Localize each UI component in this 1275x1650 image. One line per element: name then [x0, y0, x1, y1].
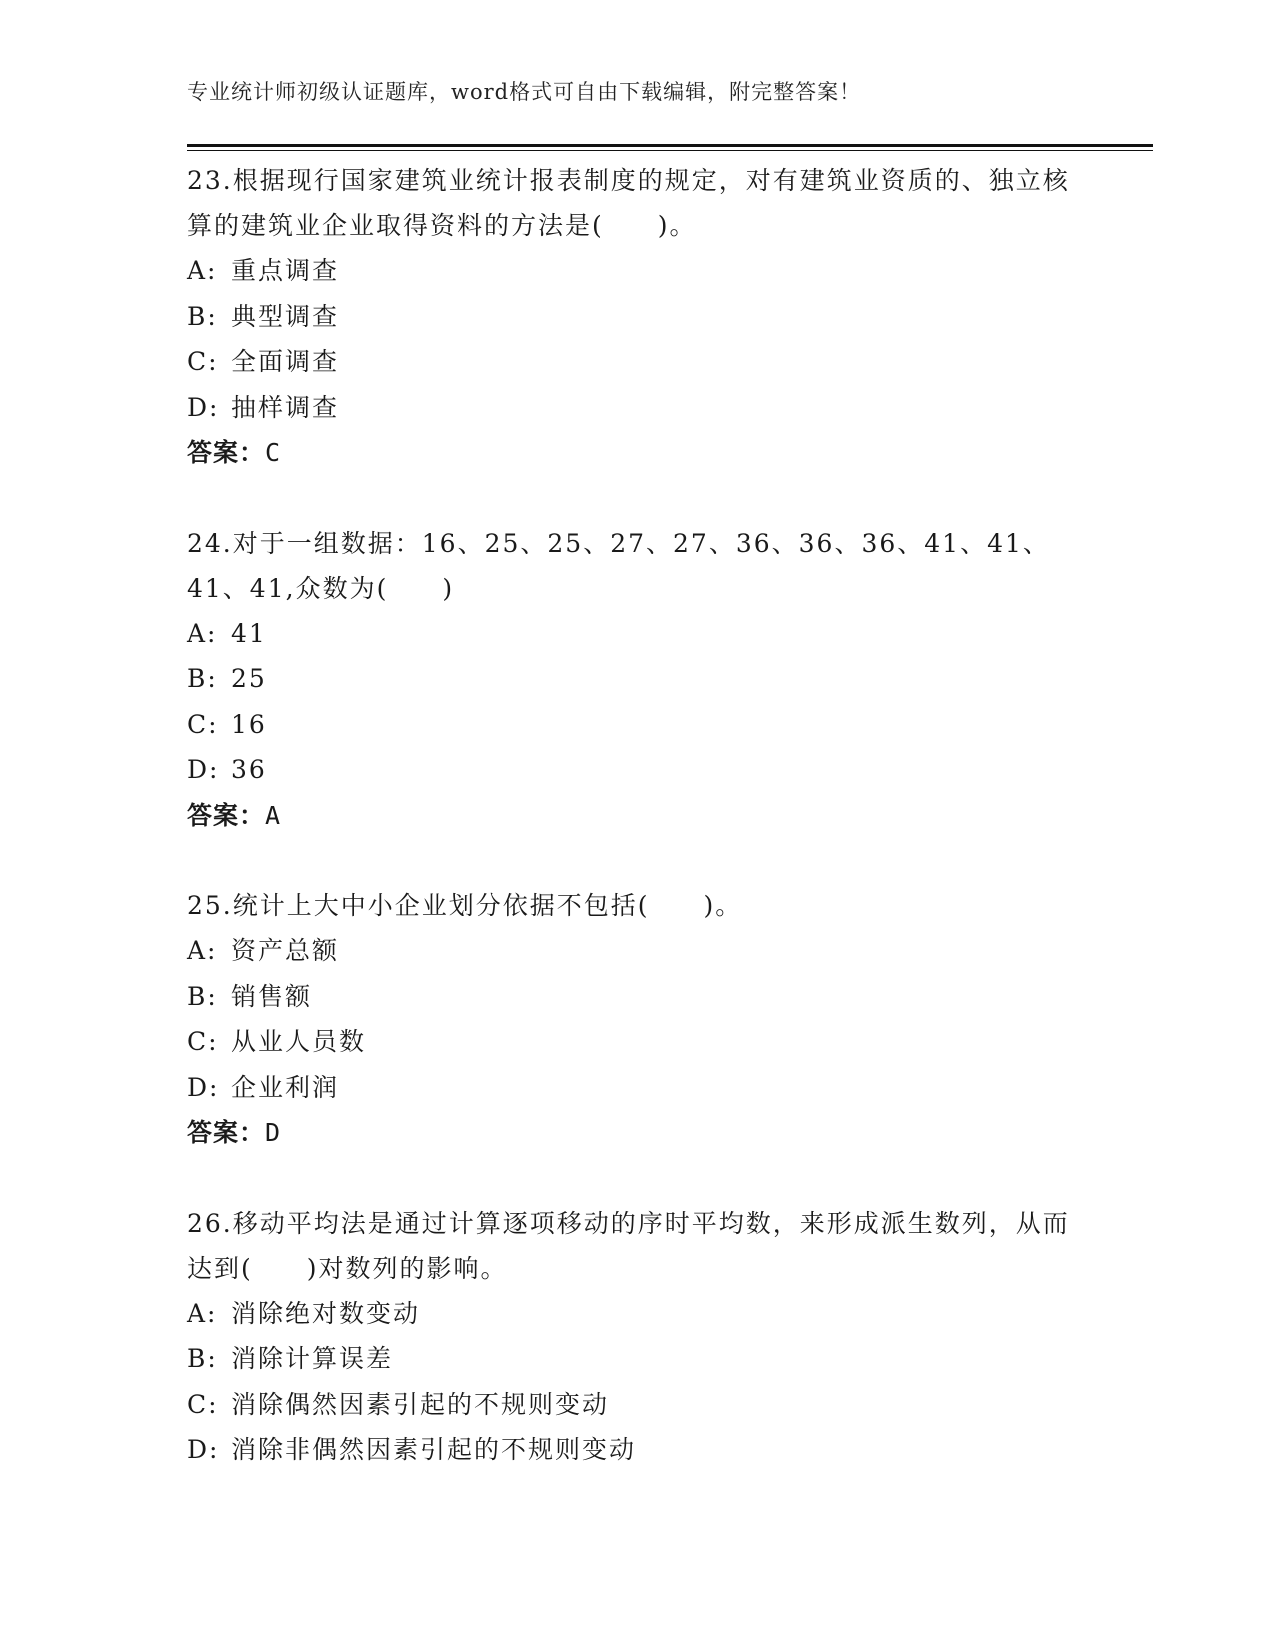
option-text: 抽样调查: [231, 392, 340, 422]
option-text: 36: [231, 755, 267, 784]
option-c: [187, 339, 1087, 385]
option-key: C:: [187, 347, 219, 376]
question-text: 25.统计上大中小企业划分依据不包括( )。: [187, 891, 743, 920]
option-key: A:: [187, 936, 218, 965]
option-key: D:: [187, 1435, 220, 1464]
option-key: A:: [187, 618, 218, 648]
option-text: 资产总额: [231, 936, 340, 965]
option-text: 消除计算误差: [231, 1344, 394, 1373]
option-a: [187, 248, 1087, 294]
question-gap: [187, 1156, 1087, 1201]
option-text: 企业利润: [231, 1072, 340, 1102]
question-26: [187, 1201, 1087, 1473]
option-key: A:: [187, 1298, 218, 1328]
option-text: 消除绝对数变动: [231, 1298, 421, 1328]
option-b: [187, 1336, 1087, 1382]
answer-value: C: [265, 438, 281, 467]
answer-line: [187, 793, 1087, 839]
answer-label: 答案：: [187, 1118, 266, 1147]
option-a: [187, 928, 1087, 974]
option-b: [187, 974, 1087, 1020]
question-gap: [187, 476, 1087, 521]
header-rule-thin: [187, 150, 1153, 151]
option-d: [187, 747, 1087, 793]
question-23: [187, 158, 1087, 476]
option-text: 41: [231, 618, 267, 648]
option-key: B:: [187, 1344, 218, 1373]
option-d: [187, 1065, 1087, 1111]
question-text: 23.根据现行国家建筑业统计报表制度的规定，对有建筑业资质的、独立核算的建筑业企业取得资料的方法是( )。: [187, 166, 1070, 240]
question-list: [187, 158, 1087, 1473]
option-b: [187, 294, 1087, 340]
option-key: D:: [187, 392, 220, 422]
option-key: B:: [187, 981, 218, 1011]
option-text: 25: [231, 664, 267, 693]
question-text: 24.对于一组数据：16、25、25、27、27、36、36、36、41、41、41、41,众数为( ): [187, 528, 1050, 603]
question-text: 26.移动平均法是通过计算逐项移动的序时平均数，来形成派生数列，从而达到( )对数列的影响。: [187, 1208, 1070, 1283]
option-d: [187, 1427, 1087, 1473]
option-text: 从业人员数: [231, 1027, 367, 1056]
option-key: C:: [187, 1027, 219, 1056]
option-b: [187, 656, 1087, 702]
option-key: C:: [187, 709, 219, 739]
answer-line: [187, 1110, 1087, 1156]
option-key: D:: [187, 755, 220, 784]
option-c: [187, 1019, 1087, 1065]
option-key: C:: [187, 1389, 219, 1419]
option-text: 16: [231, 709, 267, 739]
answer-value: D: [265, 1118, 281, 1147]
option-text: 重点调查: [231, 256, 340, 285]
question-25: [187, 883, 1087, 1156]
answer-value: A: [265, 800, 281, 830]
page-header: 专业统计师初级认证题库，word格式可自由下载编辑，附完整答案！: [187, 80, 862, 104]
option-text: 消除非偶然因素引起的不规则变动: [231, 1435, 637, 1464]
option-a: [187, 611, 1087, 657]
option-text: 销售额: [231, 981, 313, 1011]
option-c: [187, 702, 1087, 748]
option-key: D:: [187, 1072, 220, 1102]
answer-label: 答案：: [187, 438, 266, 467]
answer-label: 答案：: [187, 800, 266, 830]
option-key: A:: [187, 256, 218, 285]
header-rule-thick: [187, 144, 1153, 147]
option-key: B:: [187, 664, 218, 693]
option-d: [187, 385, 1087, 431]
option-text: 全面调查: [231, 347, 340, 376]
question-24: [187, 521, 1087, 839]
option-key: B:: [187, 301, 218, 331]
option-text: 典型调查: [231, 301, 340, 331]
question-gap: [187, 838, 1087, 883]
answer-line: [187, 430, 1087, 476]
option-c: [187, 1382, 1087, 1428]
option-a: [187, 1291, 1087, 1337]
option-text: 消除偶然因素引起的不规则变动: [231, 1389, 610, 1419]
